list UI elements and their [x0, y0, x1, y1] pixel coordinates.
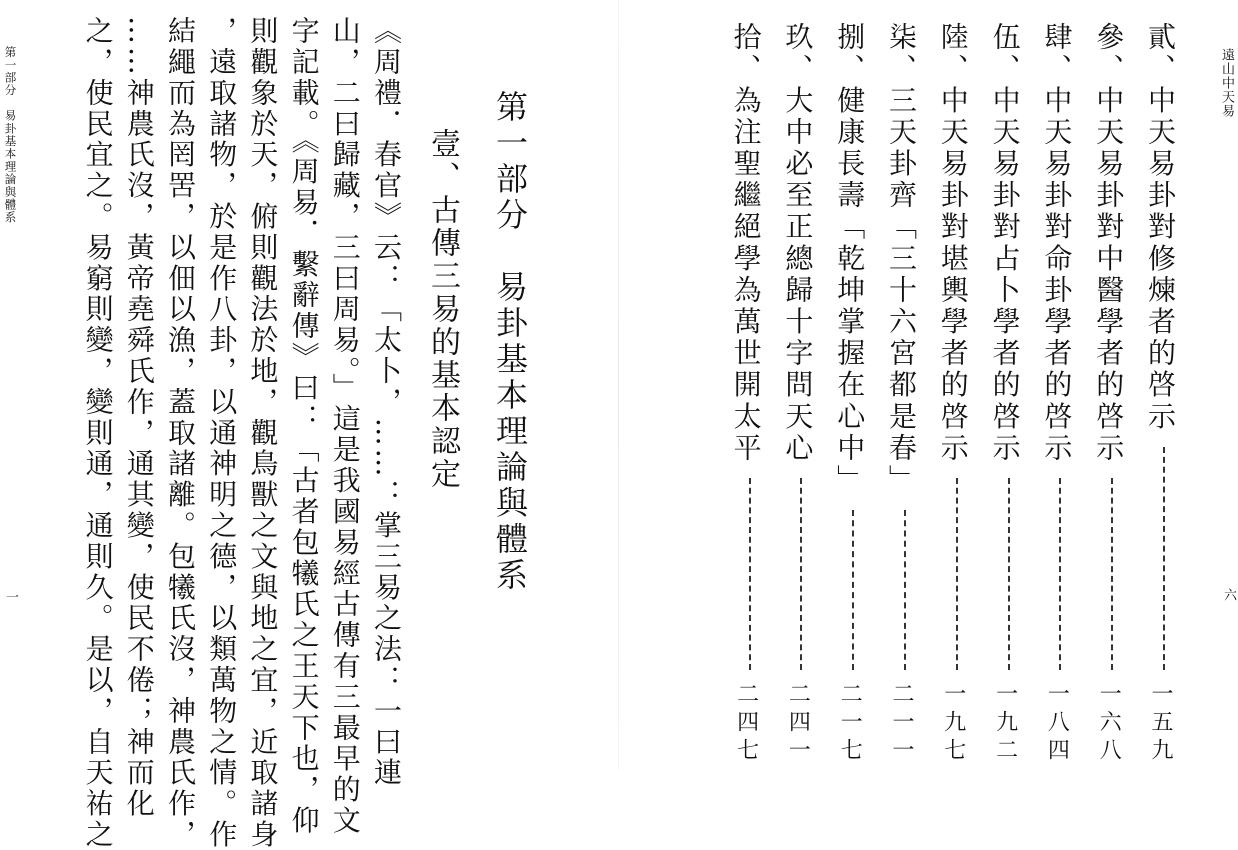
left-page-number: 一: [3, 590, 18, 603]
body-text-column: 之，使民宜之。易窮則變，變則通，通則久。是以，自天祐之: [81, 16, 115, 850]
toc-entry: [1142, 22, 1186, 766]
section-title: 壹、古傳三易的基本認定: [425, 128, 460, 491]
body-text-column: 字記載。《周易．繫辭傳》曰：「古者包犧氏之王天下也，仰: [287, 16, 321, 837]
toc-entry: [935, 22, 979, 766]
toc-entry-title: 陸、中天易卦對堪輿學者的啓示: [936, 22, 970, 465]
toc-entry-page: 一五九: [1148, 682, 1173, 766]
toc-leader-line: [749, 478, 751, 670]
page-fold-divider: [618, 0, 619, 770]
toc-entry-title: 捌、健康長壽「乾坤掌握在心中」: [833, 22, 867, 496]
toc-entry-page: 一八四: [1044, 682, 1070, 766]
toc-leader-line: [1008, 478, 1010, 670]
toc-leader-line: [1111, 478, 1113, 670]
right-page-running-header: 遠山中天易: [1219, 48, 1234, 118]
toc-entry-title: 玖、大中必至正總歸十字問天心: [781, 22, 815, 465]
toc-leader-line: [904, 510, 906, 670]
body-text-column: 《周禮．春官》云：「太卜，……：掌三易之法：一曰連: [370, 16, 403, 789]
toc-entry-page: 一九七: [940, 682, 966, 766]
part-title: 第一部分 易卦基本理論與體系: [491, 90, 529, 594]
body-text-column: ，遠取諸物，於是作八卦，以通神明之德，以類萬物之情。作: [205, 16, 239, 850]
toc-entry-page: 二四一: [785, 682, 811, 766]
body-text-column: 結繩而為罔罟，以佃以漁，蓋取諸離。包犧氏沒，神農氏作，: [164, 16, 197, 850]
toc-entry: [728, 22, 772, 766]
body-text-column: 則觀象於天，俯則觀法於地，觀鳥獸之文與地之宜，近取諸身: [246, 16, 280, 850]
toc-leader-line: [1163, 447, 1165, 670]
toc-leader-line: [852, 510, 854, 670]
toc-leader-line: [956, 478, 958, 670]
toc-entry-page: 二一七: [837, 682, 863, 766]
toc-entry-page: 一六八: [1096, 682, 1122, 766]
toc-entry: [779, 22, 823, 766]
toc-entry-page: 二一一: [889, 682, 914, 766]
toc-leader-line: [800, 478, 802, 670]
toc-entry-title: 伍、中天易卦對占卜學者的啓示: [988, 22, 1022, 465]
toc-entry: [883, 22, 927, 766]
toc-entry-page: 一九二: [992, 682, 1018, 766]
toc-leader-line: [1059, 478, 1061, 670]
toc-entry: [987, 22, 1031, 766]
left-page-side-header: 第一部分 易卦基本理論與體系: [3, 46, 18, 224]
toc-entry-title: 貳、中天易卦對修煉者的啓示: [1144, 22, 1177, 433]
toc-entry-title: 肆、中天易卦對命卦學者的啓示: [1040, 22, 1074, 465]
toc-entry-title: 參、中天易卦對中醫學者的啓示: [1092, 22, 1126, 465]
toc-entry: [1090, 22, 1134, 766]
toc-entry-title: 柒、三天卦齊「三十六宮都是春」: [885, 22, 918, 496]
toc-entry-page: 二四七: [733, 682, 759, 766]
toc-entry: [831, 22, 875, 766]
right-page-number: 六: [1221, 588, 1236, 601]
toc-entry: [1038, 22, 1082, 766]
body-text-column: 山，二曰歸藏，三曰周易。」這是我國易經古傳有三最早的文: [328, 16, 362, 837]
body-text-column: ……神農氏沒，黃帝堯舜氏作，通其變，使民不倦；神而化: [122, 16, 156, 820]
toc-entry-title: 拾、為注聖繼絕學為萬世開太平: [729, 22, 763, 465]
